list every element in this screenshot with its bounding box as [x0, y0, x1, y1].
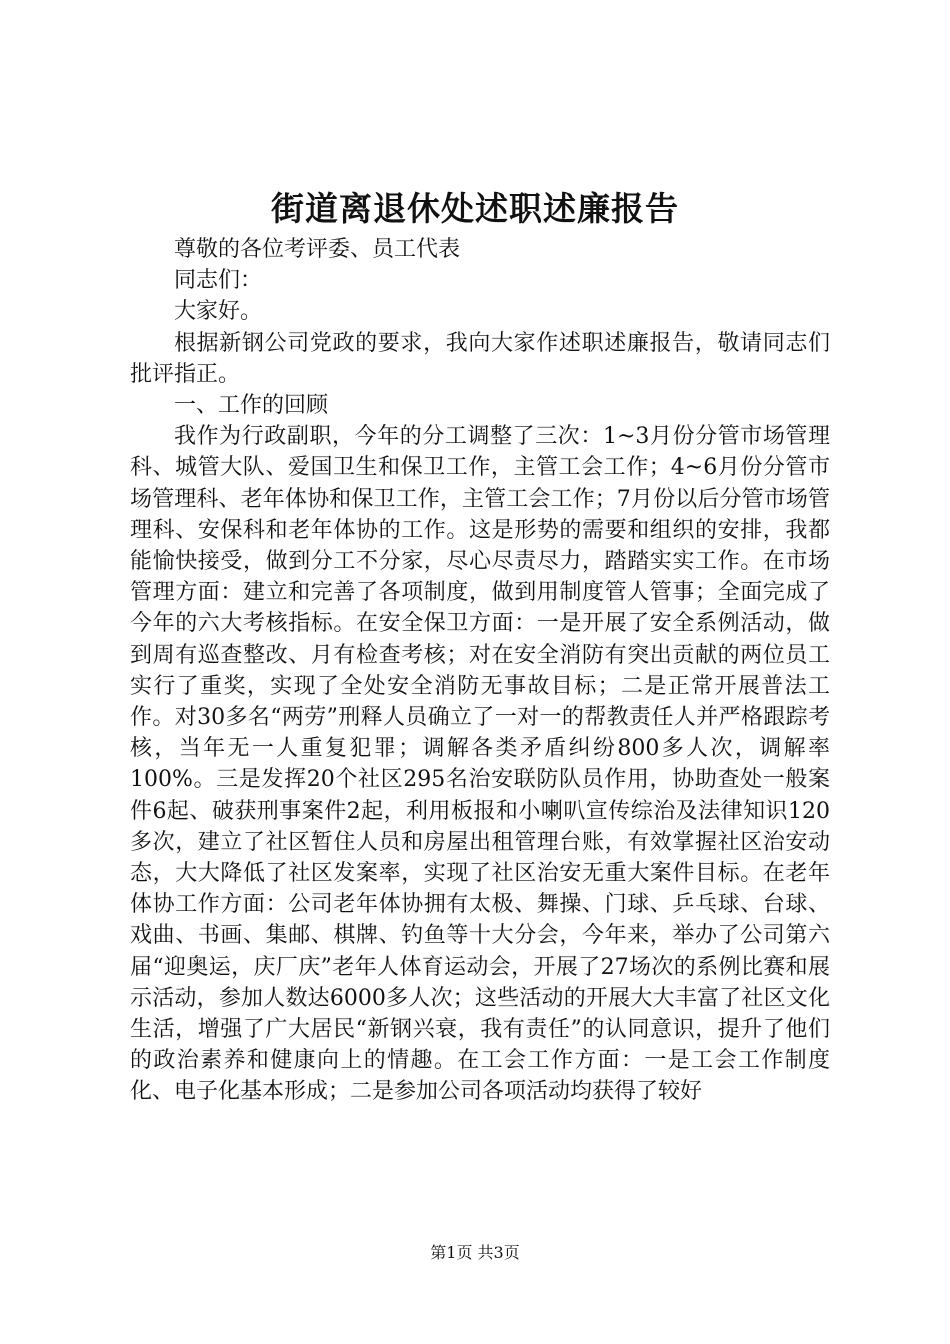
document-title: 街道离退休处述职述廉报告 [271, 189, 679, 228]
page-footer: 第1页 共3页 [430, 1243, 520, 1262]
greeting-line: 大家好。 [174, 299, 263, 325]
section-heading: 一、工作的回顾 [174, 393, 329, 419]
document-body [130, 234, 830, 1108]
salutation-line: 尊敬的各位考评委、员工代表 [174, 237, 461, 262]
salutation-line: 同志们： [174, 268, 263, 294]
intro-paragraph: 根据新钢公司党政的要求，我向大家作述职述廉报告，敬请同志们批评指正。 [130, 330, 830, 387]
body-paragraph: 我作为行政副职，今年的分工调整了三次：1~3月份分管市场管理科、城管大队、爱国卫生和保卫工作，主管工会工作；4~6月份分管市场管理科、老年体协和保卫工作，主管工会工作；7月份以后分管市场管理科、安保科和老年体协的工作。这是形势的需要和组织的安排，我都能愉快接受，做到分工不分家，尽心尽责尽力，踏踏实实工作。在市场管理方面：建立和完善了各项制度，做到用制度管人管事；全面完成了今年的六大考核指标。在安全保卫方面：一是开展了安全系例活动，做到周有巡查整改、月有检查考核；对在安全消防有突出贡献的两位员工实行了重奖，实现了全处安全消防无事故目标；二是正常开展普法工作。对30多名“两劳”刑释人员确立了一对一的帮教责任人并严格跟踪考核，当年无一人重复犯罪；调解各类矛盾纠纷800多人次，调解率100%。三是发挥20个社区295名治安联防队员作用，协助查处一般案件6起、破获刑事案件2起，利用板报和小喇叭宣传综治及法律知识120多次，建立了社区暂住人员和房屋出租管理台账，有效掌握社区治安动态，大大降低了社区发案率，实现了社区治安无重大案件目标。在老年体协工作方面：公司老年体协拥有太极、舞操、门球、乒乓球、台球、戏曲、书画、集邮、棋牌、钓鱼等十大分会，今年来，举办了公司第六届“迎奥运，庆厂庆”老年人体育运动会，开展了27场次的系例比赛和展示活动，参加人数达6000多人次；这些活动的开展大大丰富了社区文化生活，增强了广大居民“新钢兴衰，我有责任”的认同意识，提升了他们的政治素养和健康向上的情趣。在工会工作方面：一是工会工作制度化、电子化基本形成；二是参加公司各项活动均获得了较好 [130, 424, 830, 1105]
